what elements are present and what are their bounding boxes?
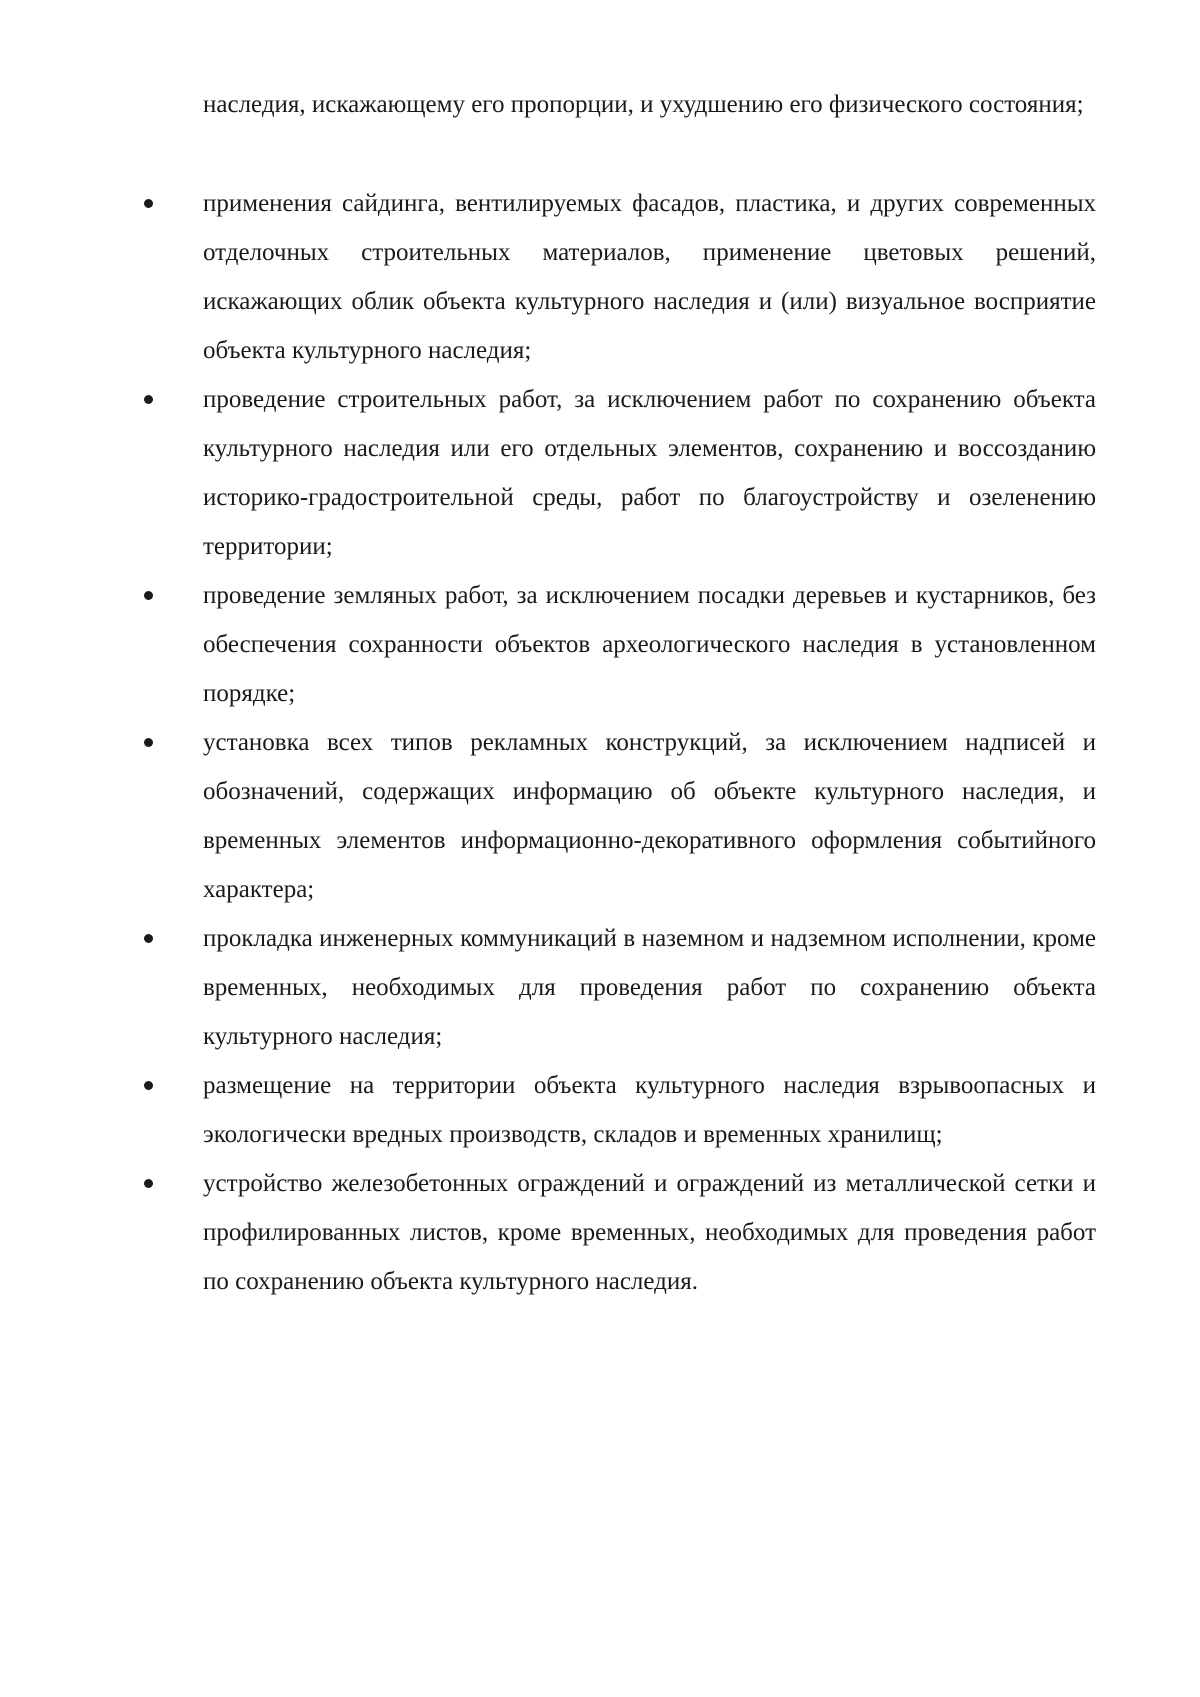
bullet-icon (144, 591, 153, 600)
bullet-icon (144, 395, 153, 404)
bullet-icon (144, 1081, 153, 1090)
list-item (140, 571, 1096, 718)
list-item (140, 375, 1096, 571)
list-item-text: установка всех типов рекламных конструкций, за исключением надписей и обозначений, содержащих информацию об объекте культурного наследия, и временных элементов информационно-декоративного оформления событийного характера; (203, 729, 1096, 903)
list-item (140, 718, 1096, 914)
list-item-text: размещение на территории объекта культурного наследия взрывоопасных и экологически вредных производств, складов и временных хранилищ; (203, 1072, 1096, 1148)
list-item-text: проведение строительных работ, за исключением работ по сохранению объекта культурного наследия или его отдельных элементов, сохранению и воссозданию историко-градостроительной среды, работ по благоустройству и озеленению территории; (203, 386, 1096, 560)
list-item (140, 1061, 1096, 1159)
bullet-icon (144, 738, 153, 747)
bullet-icon (144, 199, 153, 208)
list-item-text: устройство железобетонных ограждений и ограждений из металлической сетки и профилированных листов, кроме временных, необходимых для проведения работ по сохранению объекта культурного наследия. (203, 1170, 1096, 1295)
continuation-paragraph: наследия, искажающему его пропорции, и ухудшению его физического состояния; (203, 91, 1084, 118)
bullet-icon (144, 1179, 153, 1188)
list-item-text: прокладка инженерных коммуникаций в наземном и надземном исполнении, кроме временных, необходимых для проведения работ по сохранению объекта культурного наследия; (203, 925, 1096, 1050)
restrictions-list (140, 179, 1096, 1306)
list-item-text: применения сайдинга, вентилируемых фасадов, пластика, и других современных отделочных строительных материалов, применение цветовых решений, искажающих облик объекта культурного наследия и (или) визуальное восприятие объекта культурного наследия; (203, 190, 1096, 364)
list-item (140, 1159, 1096, 1306)
list-item (140, 179, 1096, 375)
list-item (140, 914, 1096, 1061)
bullet-icon (144, 934, 153, 943)
list-item-text: проведение земляных работ, за исключением посадки деревьев и кустарников, без обеспечения сохранности объектов археологического наследия в установленном порядке; (203, 582, 1096, 707)
